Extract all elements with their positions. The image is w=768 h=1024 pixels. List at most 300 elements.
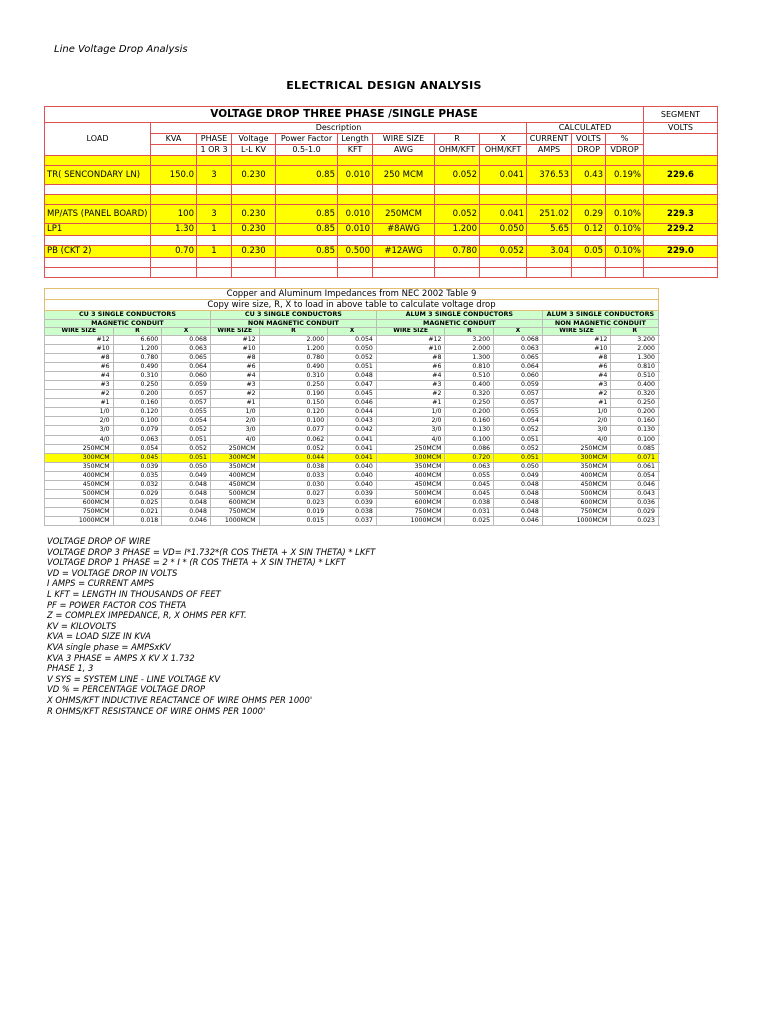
- table-row: [45, 335, 659, 344]
- r-cell: 0.130: [611, 426, 659, 435]
- r-cell: 0.033: [259, 471, 328, 480]
- wire-size-cell: 750MCM: [376, 508, 445, 517]
- wire-size-cell: 2/0: [210, 417, 259, 426]
- wire-size-cell: #12: [376, 335, 445, 344]
- wire-size-cell: 2/0: [376, 417, 445, 426]
- kva-value: 150.0: [151, 166, 197, 185]
- group-alum-nonmagnetic-conduit: NON MAGNETIC CONDUIT: [542, 319, 658, 328]
- wire-size-cell: #8: [45, 353, 114, 362]
- wire-size-cell: 750MCM: [210, 508, 259, 517]
- note-line: VD % = PERCENTAGE VOLTAGE DROP: [47, 684, 206, 695]
- x-cell: 0.048: [494, 481, 543, 490]
- length-value: 0.010: [338, 205, 373, 224]
- r-cell: 6.600: [113, 335, 162, 344]
- x-cell: 0.042: [328, 426, 377, 435]
- r-cell: 0.079: [113, 426, 162, 435]
- note-line: VOLTAGE DROP 3 PHASE = VD= I*1.732*(R COS THETA + X SIN THETA) * LKFT: [47, 546, 376, 557]
- col-wire-size: WIRE SIZE: [376, 328, 445, 336]
- wire-size-cell: #12: [210, 335, 259, 344]
- description-header: Description: [151, 123, 527, 134]
- voltage-value: 0.230: [232, 224, 276, 236]
- wire-size-cell: 1000MCM: [210, 517, 259, 526]
- length-value: 0.010: [338, 224, 373, 236]
- r-cell: 0.200: [445, 408, 494, 417]
- wire-size-cell: 2/0: [542, 417, 611, 426]
- x-cell: 0.055: [494, 408, 543, 417]
- pf-value: 0.85: [276, 205, 338, 224]
- vdrop-value: 0.19%: [606, 166, 644, 185]
- r-cell: 0.029: [113, 490, 162, 499]
- r-cell: 0.046: [611, 481, 659, 490]
- x-cell: 0.051: [494, 453, 543, 462]
- group-cu-nonmagnetic-conduit: NON MAGNETIC CONDUIT: [210, 319, 376, 328]
- r-cell: 2.000: [611, 344, 659, 353]
- wire-size-cell: 4/0: [376, 435, 445, 444]
- r-cell: 0.023: [611, 517, 659, 526]
- table-row: [45, 453, 659, 462]
- segment-volts-header: VOLTS: [644, 123, 718, 134]
- r-cell: 0.510: [445, 371, 494, 380]
- voltage-value: 0.230: [232, 205, 276, 224]
- wire-size-cell: 350MCM: [542, 462, 611, 471]
- wire-size-cell: 250MCM: [210, 444, 259, 453]
- r-cell: 0.160: [611, 417, 659, 426]
- x-cell: 0.057: [494, 399, 543, 408]
- col-header-power-factor: Power Factor: [276, 134, 338, 145]
- wire-size-cell: 400MCM: [542, 471, 611, 480]
- wire-size-cell: 1000MCM: [542, 517, 611, 526]
- note-line: PF = POWER FACTOR COS THETA: [47, 599, 187, 610]
- r-cell: 0.720: [445, 453, 494, 462]
- wire-size-cell: 350MCM: [45, 462, 114, 471]
- wire-size-cell: 500MCM: [376, 490, 445, 499]
- segment-volts-value: 229.0: [644, 246, 718, 258]
- wire-size-cell: #6: [376, 362, 445, 371]
- x-cell: 0.048: [494, 490, 543, 499]
- voltage-value: 0.230: [232, 246, 276, 258]
- x-cell: 0.043: [328, 417, 377, 426]
- r-value: 0.052: [435, 166, 480, 185]
- wire-size-cell: #10: [210, 344, 259, 353]
- length-value: 0.500: [338, 246, 373, 258]
- x-cell: 0.057: [162, 399, 211, 408]
- wire-size-cell: 3/0: [376, 426, 445, 435]
- x-value: 0.052: [480, 246, 527, 258]
- r-cell: 0.030: [259, 481, 328, 490]
- r-cell: 0.810: [611, 362, 659, 371]
- nec-table-title: Copper and Aluminum Impedances from NEC 2002 Table 9: [45, 289, 659, 300]
- x-cell: 0.048: [162, 481, 211, 490]
- r-cell: 0.490: [259, 362, 328, 371]
- phase-value: 1: [197, 224, 232, 236]
- r-cell: 0.320: [445, 390, 494, 399]
- table-row: [45, 246, 718, 258]
- wire-size-cell: #1: [210, 399, 259, 408]
- r-cell: 0.250: [259, 380, 328, 389]
- x-cell: 0.049: [162, 471, 211, 480]
- current-value: 3.04: [527, 246, 572, 258]
- wire-size-cell: 300MCM: [210, 453, 259, 462]
- pf-value: 0.85: [276, 166, 338, 185]
- wire-size-cell: #8: [542, 353, 611, 362]
- x-cell: 0.060: [494, 371, 543, 380]
- table-row: [45, 508, 659, 517]
- x-cell: 0.052: [494, 426, 543, 435]
- r-cell: 0.045: [113, 453, 162, 462]
- wire-size-cell: 1/0: [542, 408, 611, 417]
- x-cell: 0.048: [328, 371, 377, 380]
- x-cell: 0.051: [494, 435, 543, 444]
- pf-value: 0.85: [276, 246, 338, 258]
- col-wire-size: WIRE SIZE: [210, 328, 259, 336]
- r-cell: 0.780: [259, 353, 328, 362]
- segment-volts-value: 229.3: [644, 205, 718, 224]
- col-header-volts: VOLTS: [572, 134, 606, 145]
- wire-size-cell: 1/0: [376, 408, 445, 417]
- segment-volts-value: 229.2: [644, 224, 718, 236]
- r-cell: 0.061: [611, 462, 659, 471]
- x-cell: 0.063: [162, 344, 211, 353]
- group-cu-nonmagnetic: CU 3 SINGLE CONDUCTORS: [210, 311, 376, 320]
- nec-table-subtitle: Copy wire size, R, X to load in above table to calculate voltage drop: [45, 300, 659, 311]
- document-header: Line Voltage Drop Analysis: [54, 44, 188, 55]
- note-line: KVA = LOAD SIZE IN KVA: [47, 631, 151, 642]
- kva-value: 0.70: [151, 246, 197, 258]
- x-cell: 0.065: [494, 353, 543, 362]
- group-cu-magnetic-conduit: MAGNETIC CONDUIT: [45, 319, 211, 328]
- r-cell: 0.025: [445, 517, 494, 526]
- wire-size-cell: #6: [210, 362, 259, 371]
- wire-size-cell: 600MCM: [210, 499, 259, 508]
- kva-value: 1.30: [151, 224, 197, 236]
- wire-size-cell: #4: [542, 371, 611, 380]
- col-header-wire-size: WIRE SIZE: [373, 134, 435, 145]
- col-subheader-wire-size: AWG: [373, 145, 435, 156]
- table-row: [45, 462, 659, 471]
- r-cell: 0.100: [259, 417, 328, 426]
- group-cu-magnetic: CU 3 SINGLE CONDUCTORS: [45, 311, 211, 320]
- wire-size-cell: #6: [45, 362, 114, 371]
- note-line: KV = KILOVOLTS: [47, 620, 117, 631]
- r-cell: 0.071: [611, 453, 659, 462]
- wire-value: 250 MCM: [373, 166, 435, 185]
- x-cell: 0.050: [494, 462, 543, 471]
- wire-size-cell: 500MCM: [542, 490, 611, 499]
- x-cell: 0.064: [162, 362, 211, 371]
- col-header-phase: PHASE: [197, 134, 232, 145]
- r-cell: 0.039: [113, 462, 162, 471]
- x-cell: 0.054: [162, 417, 211, 426]
- r-cell: 0.043: [611, 490, 659, 499]
- x-cell: 0.054: [328, 335, 377, 344]
- x-cell: 0.041: [328, 444, 377, 453]
- pf-value: 0.85: [276, 224, 338, 236]
- x-cell: 0.059: [494, 380, 543, 389]
- r-cell: 0.490: [113, 362, 162, 371]
- x-cell: 0.040: [328, 471, 377, 480]
- r-cell: 0.400: [611, 380, 659, 389]
- wire-size-cell: #12: [542, 335, 611, 344]
- load-name: PB (CKT 2): [45, 246, 151, 258]
- r-cell: 0.038: [259, 462, 328, 471]
- wire-size-cell: #1: [376, 399, 445, 408]
- r-cell: 0.120: [113, 408, 162, 417]
- x-cell: 0.051: [162, 453, 211, 462]
- r-cell: 0.100: [611, 435, 659, 444]
- r-cell: 0.019: [259, 508, 328, 517]
- wire-size-cell: 450MCM: [45, 481, 114, 490]
- r-cell: 0.200: [611, 408, 659, 417]
- r-cell: 0.062: [259, 435, 328, 444]
- group-alum-magnetic-conduit: MAGNETIC CONDUIT: [376, 319, 542, 328]
- wire-size-cell: #12: [45, 335, 114, 344]
- x-value: 0.050: [480, 224, 527, 236]
- wire-size-cell: #3: [45, 380, 114, 389]
- x-cell: 0.057: [162, 390, 211, 399]
- drop-value: 0.43: [572, 166, 606, 185]
- x-cell: 0.060: [162, 371, 211, 380]
- table-row: [45, 344, 659, 353]
- x-cell: 0.040: [328, 462, 377, 471]
- r-cell: 0.054: [611, 471, 659, 480]
- wire-size-cell: 3/0: [45, 426, 114, 435]
- note-line: I AMPS = CURRENT AMPS: [47, 578, 155, 589]
- col-header-r: R: [435, 134, 480, 145]
- x-cell: 0.063: [494, 344, 543, 353]
- x-cell: 0.039: [328, 499, 377, 508]
- segment-header: SEGMENT: [644, 107, 718, 123]
- x-cell: 0.045: [328, 390, 377, 399]
- r-cell: 0.130: [445, 426, 494, 435]
- r-cell: 0.018: [113, 517, 162, 526]
- col-subheader-voltage: L-L KV: [232, 145, 276, 156]
- col-x: X: [494, 328, 543, 336]
- col-wire-size: WIRE SIZE: [542, 328, 611, 336]
- wire-size-cell: 450MCM: [542, 481, 611, 490]
- wire-size-cell: 250MCM: [45, 444, 114, 453]
- r-cell: 0.120: [259, 408, 328, 417]
- voltage-drop-table: [44, 106, 718, 278]
- col-subheader-x: OHM/KFT: [480, 145, 527, 156]
- vdrop-value: 0.10%: [606, 205, 644, 224]
- x-cell: 0.068: [494, 335, 543, 344]
- table-row: [45, 426, 659, 435]
- phase-value: 3: [197, 166, 232, 185]
- segment-blank: [644, 134, 718, 156]
- wire-size-cell: #6: [542, 362, 611, 371]
- table-row: [45, 353, 659, 362]
- wire-size-cell: 400MCM: [376, 471, 445, 480]
- wire-size-cell: 4/0: [542, 435, 611, 444]
- x-cell: 0.052: [162, 426, 211, 435]
- table-row: [45, 205, 718, 224]
- r-cell: 0.250: [113, 380, 162, 389]
- x-cell: 0.065: [162, 353, 211, 362]
- voltage-drop-title: VOLTAGE DROP THREE PHASE /SINGLE PHASE: [45, 107, 644, 123]
- table-row: [45, 417, 659, 426]
- note-line: R OHMS/KFT RESISTANCE OF WIRE OHMS PER 1000': [47, 705, 266, 716]
- vdrop-value: 0.10%: [606, 246, 644, 258]
- wire-size-cell: 450MCM: [376, 481, 445, 490]
- x-cell: 0.046: [494, 517, 543, 526]
- wire-size-cell: 3/0: [210, 426, 259, 435]
- wire-size-cell: #10: [45, 344, 114, 353]
- note-line: L KFT = LENGTH IN THOUSANDS OF FEET: [47, 588, 221, 599]
- wire-size-cell: #4: [376, 371, 445, 380]
- r-cell: 0.250: [445, 399, 494, 408]
- r-cell: 0.200: [113, 390, 162, 399]
- wire-size-cell: 250MCM: [542, 444, 611, 453]
- r-cell: 2.000: [445, 344, 494, 353]
- r-cell: 0.190: [259, 390, 328, 399]
- wire-size-cell: 600MCM: [45, 499, 114, 508]
- x-cell: 0.055: [162, 408, 211, 417]
- col-subheader-power-factor: 0.5-1.0: [276, 145, 338, 156]
- note-line: VOLTAGE DROP 1 PHASE = 2 * I * (R COS THETA + X SIN THETA) * LKFT: [47, 557, 346, 568]
- x-cell: 0.048: [494, 508, 543, 517]
- wire-size-cell: 300MCM: [45, 453, 114, 462]
- wire-value: #12AWG: [373, 246, 435, 258]
- r-cell: 0.036: [611, 499, 659, 508]
- wire-size-cell: 500MCM: [210, 490, 259, 499]
- table-row: [45, 408, 659, 417]
- current-value: 251.02: [527, 205, 572, 224]
- x-cell: 0.048: [162, 508, 211, 517]
- r-value: 0.780: [435, 246, 480, 258]
- x-cell: 0.051: [162, 435, 211, 444]
- x-cell: 0.068: [162, 335, 211, 344]
- group-alum-nonmagnetic: ALUM 3 SINGLE CONDUCTORS: [542, 311, 658, 320]
- phase-value: 1: [197, 246, 232, 258]
- r-cell: 0.150: [259, 399, 328, 408]
- col-header-length: Length: [338, 134, 373, 145]
- wire-size-cell: #3: [210, 380, 259, 389]
- x-cell: 0.048: [494, 499, 543, 508]
- col-subheader-r: OHM/KFT: [435, 145, 480, 156]
- r-cell: 0.045: [445, 481, 494, 490]
- r-cell: 0.310: [259, 371, 328, 380]
- col-subheader-phase: 1 OR 3: [197, 145, 232, 156]
- r-cell: 0.160: [113, 399, 162, 408]
- note-line: V SYS = SYSTEM LINE - LINE VOLTAGE KV: [47, 673, 221, 684]
- col-r: R: [611, 328, 659, 336]
- drop-value: 0.05: [572, 246, 606, 258]
- x-cell: 0.059: [162, 380, 211, 389]
- r-cell: 0.038: [445, 499, 494, 508]
- r-cell: 0.077: [259, 426, 328, 435]
- wire-size-cell: #10: [542, 344, 611, 353]
- col-r: R: [113, 328, 162, 336]
- x-cell: 0.046: [328, 399, 377, 408]
- calculated-header: CALCULATED: [527, 123, 644, 134]
- wire-value: 250MCM: [373, 205, 435, 224]
- note-line: VD = VOLTAGE DROP IN VOLTS: [47, 567, 178, 578]
- r-cell: 3.200: [445, 335, 494, 344]
- load-name: MP/ATS (PANEL BOARD): [45, 205, 151, 224]
- wire-size-cell: 750MCM: [45, 508, 114, 517]
- x-cell: 0.044: [328, 408, 377, 417]
- col-x: X: [328, 328, 377, 336]
- r-value: 1.200: [435, 224, 480, 236]
- wire-size-cell: #2: [45, 390, 114, 399]
- r-cell: 0.027: [259, 490, 328, 499]
- r-cell: 0.015: [259, 517, 328, 526]
- document-title: ELECTRICAL DESIGN ANALYSIS: [286, 79, 482, 92]
- x-cell: 0.037: [328, 517, 377, 526]
- r-cell: 0.052: [259, 444, 328, 453]
- r-cell: 1.300: [445, 353, 494, 362]
- wire-size-cell: 600MCM: [542, 499, 611, 508]
- wire-size-cell: #4: [45, 371, 114, 380]
- r-cell: 0.029: [611, 508, 659, 517]
- wire-size-cell: #8: [210, 353, 259, 362]
- wire-size-cell: #3: [542, 380, 611, 389]
- wire-size-cell: 350MCM: [210, 462, 259, 471]
- r-cell: 0.250: [611, 399, 659, 408]
- wire-size-cell: 2/0: [45, 417, 114, 426]
- wire-size-cell: 300MCM: [376, 453, 445, 462]
- wire-size-cell: 1/0: [210, 408, 259, 417]
- note-line: VOLTAGE DROP OF WIRE: [47, 536, 151, 546]
- x-cell: 0.048: [162, 490, 211, 499]
- r-cell: 0.810: [445, 362, 494, 371]
- table-row: [45, 435, 659, 444]
- col-r: R: [259, 328, 328, 336]
- kva-value: 100: [151, 205, 197, 224]
- r-cell: 0.045: [445, 490, 494, 499]
- r-cell: 0.100: [445, 435, 494, 444]
- wire-size-cell: 750MCM: [542, 508, 611, 517]
- wire-size-cell: 450MCM: [210, 481, 259, 490]
- wire-size-cell: 350MCM: [376, 462, 445, 471]
- wire-size-cell: #2: [542, 390, 611, 399]
- wire-size-cell: 600MCM: [376, 499, 445, 508]
- note-line: X OHMS/KFT INDUCTIVE REACTANCE OF WIRE OHMS PER 1000': [47, 694, 313, 705]
- r-cell: 0.063: [113, 435, 162, 444]
- current-value: 376.53: [527, 166, 572, 185]
- table-row: [45, 517, 659, 526]
- x-cell: 0.048: [162, 499, 211, 508]
- r-cell: 0.400: [445, 380, 494, 389]
- r-cell: 0.044: [259, 453, 328, 462]
- wire-size-cell: 3/0: [542, 426, 611, 435]
- wire-size-cell: 1/0: [45, 408, 114, 417]
- wire-size-cell: #2: [376, 390, 445, 399]
- col-subheader-percent: VDROP: [606, 145, 644, 156]
- x-cell: 0.041: [328, 435, 377, 444]
- wire-size-cell: #1: [45, 399, 114, 408]
- r-cell: 0.054: [113, 444, 162, 453]
- note-line: PHASE 1, 3: [47, 663, 94, 674]
- col-header-current: CURRENT: [527, 134, 572, 145]
- drop-value: 0.29: [572, 205, 606, 224]
- x-cell: 0.057: [494, 390, 543, 399]
- r-cell: 0.780: [113, 353, 162, 362]
- formula-notes: [47, 536, 375, 716]
- nec-impedance-table: [44, 288, 659, 526]
- col-subheader-volts: DROP: [572, 145, 606, 156]
- r-cell: 0.023: [259, 499, 328, 508]
- wire-size-cell: #2: [210, 390, 259, 399]
- note-line: KVA 3 PHASE = AMPS X KV X 1.732: [47, 652, 195, 663]
- r-cell: 0.320: [611, 390, 659, 399]
- note-line: Z = COMPLEX IMPEDANCE, R, X OHMS PER KFT.: [47, 610, 247, 621]
- wire-size-cell: #8: [376, 353, 445, 362]
- wire-value: #8AWG: [373, 224, 435, 236]
- current-value: 5.65: [527, 224, 572, 236]
- col-subheader-length: KFT: [338, 145, 373, 156]
- table-row: [45, 490, 659, 499]
